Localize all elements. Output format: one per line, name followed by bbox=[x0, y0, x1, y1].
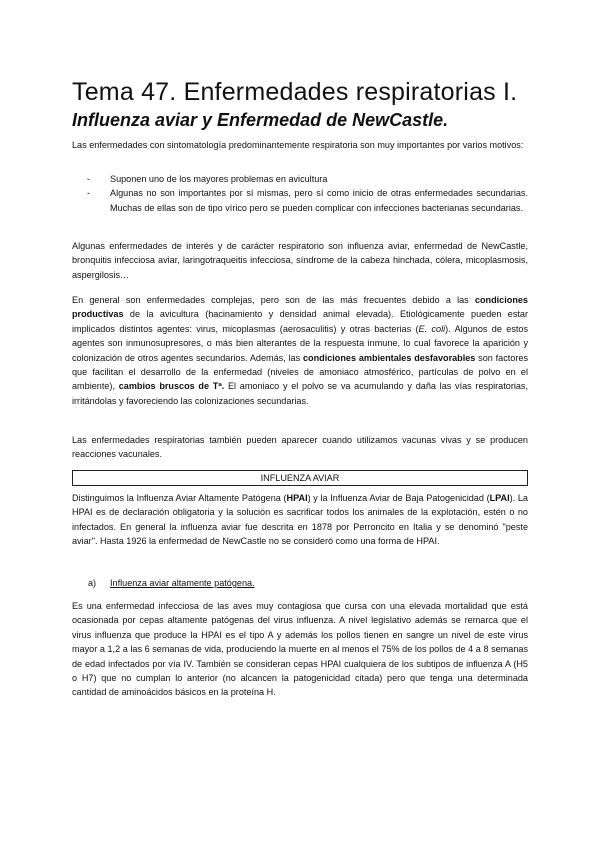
general-paragraph bbox=[72, 293, 528, 408]
page-title: Tema 47. Enfermedades respiratorias I. bbox=[72, 78, 518, 106]
text-run: El amoniaco y el polvo se va acumulando y daña las vías respiratorias, irritándolas y favoreciendo las colonizaciones secundarias. bbox=[72, 381, 528, 406]
text-run: En general son enfermedades complejas, pero son de las más frecuentes debido a las bbox=[72, 295, 475, 305]
text-run: ) y la Influenza Aviar de Baja Patogenicidad ( bbox=[307, 493, 490, 503]
list-item bbox=[72, 172, 528, 186]
examples-paragraph: Algunas enfermedades de interés y de carácter respiratorio son influenza aviar, enfermedad de NewCastle, bronquitis infecciosa aviar, laringotraqueitis infecciosa, síndrome de la cabeza hinchada, cólera, micoplasmosis, aspergilosis… bbox=[72, 241, 528, 280]
vaccines-paragraph: Las enfermedades respiratorias también pueden aparecer cuando utilizamos vacunas vivas y se producen reacciones vacunales. bbox=[72, 435, 528, 460]
text-run: ). Algunos de estos agentes son inmunosupresores, o más bien alterantes de la respuesta inmune, lo cual favorece la aparición y colonización de otros agentes secundarios. Además, las bbox=[72, 323, 529, 363]
subsection-title: Influenza aviar altamente patógena. bbox=[110, 578, 255, 588]
emphasis-lpai: LPAI bbox=[489, 493, 510, 503]
emphasis-ambient: condiciones ambientales desfavorables bbox=[302, 352, 476, 363]
hpai-definition-paragraph: Es una enfermedad infecciosa de las aves muy contagiosa que cursa con una elevada mortalidad que está ocasionada por cepas altamente patógenas del virus influenza. A nivel legislativo además se remarca que el virus influenza que produce la HPAI es el tipo A y además los pollos tienen en sangre un nivel de este virus mayor a 1,2 a las 6 semanas de vida, produciendo la muerte en al menos el 75% de los pollos de 4 a 8 semanas de edad infectados por vía IV. También se consideran cepas HPAI cualquiera de los subtipos de influenza A (H5 o H7) que no cumplan lo anterior (no alcancen la patogenicidad citada) pero que tenga una determinada cantidad de aminoácidos básicos en la proteína H. bbox=[72, 601, 528, 698]
emphasis-productive: condiciones productivas bbox=[72, 295, 528, 320]
emphasis-hpai: HPAI bbox=[286, 493, 308, 503]
text-run: de la avicultura (hacinamiento y densidad animal elevada). Etiológicamente pueden estar implicados distintos agentes: virus, micoplasmas (aerosaculitis) y otras bacterias ( bbox=[72, 309, 528, 334]
bullet-dash: - bbox=[87, 188, 91, 199]
list-item bbox=[72, 186, 528, 215]
bullet-dash: - bbox=[87, 174, 91, 184]
emphasis-temperature: cambios bruscos de Tª. bbox=[118, 381, 225, 392]
emphasis-ecoli: E. coli bbox=[418, 323, 446, 334]
text-run: Distinguimos la Influenza Aviar Altamente Patógena ( bbox=[72, 493, 287, 503]
subsection-label: a) bbox=[88, 578, 97, 588]
section-heading-box: INFLUENZA AVIAR bbox=[72, 470, 528, 486]
subsection-heading bbox=[88, 576, 255, 590]
list-item-text: Suponen uno de los mayores problemas en avicultura bbox=[110, 174, 328, 184]
text-run: ). La HPAI es de declaración obligatoria y la solución es sacrificar todos los animales de la explotación, estén o no infectados. En general la influenza aviar fue descrita en 1878 por Perroncito en Italia y se denominó "peste aviar". Hasta 1926 la enfermedad de NewCastle no se consideró como una forma de HPAI. bbox=[72, 493, 528, 547]
reasons-list bbox=[72, 172, 528, 215]
list-item-text: Algunas no son importantes por sí mismas, pero sí como inicio de otras enfermedades secundarias. Muchas de ellas son de tipo vírico pero se pueden complicar con infecciones bacterianas secundarias. bbox=[110, 188, 528, 213]
page-subtitle: Influenza aviar y Enfermedad de NewCastle. bbox=[72, 110, 449, 130]
text-run: son factores que facilitan el desarrollo de la enfermedad (niveles de amoniaco atmosférico, partículas de polvo en el ambiente), bbox=[72, 352, 528, 392]
intro-paragraph: Las enfermedades con sintomatología predominantemente respiratoria son muy importantes por varios motivos: bbox=[72, 140, 524, 150]
hpai-paragraph bbox=[72, 491, 528, 549]
